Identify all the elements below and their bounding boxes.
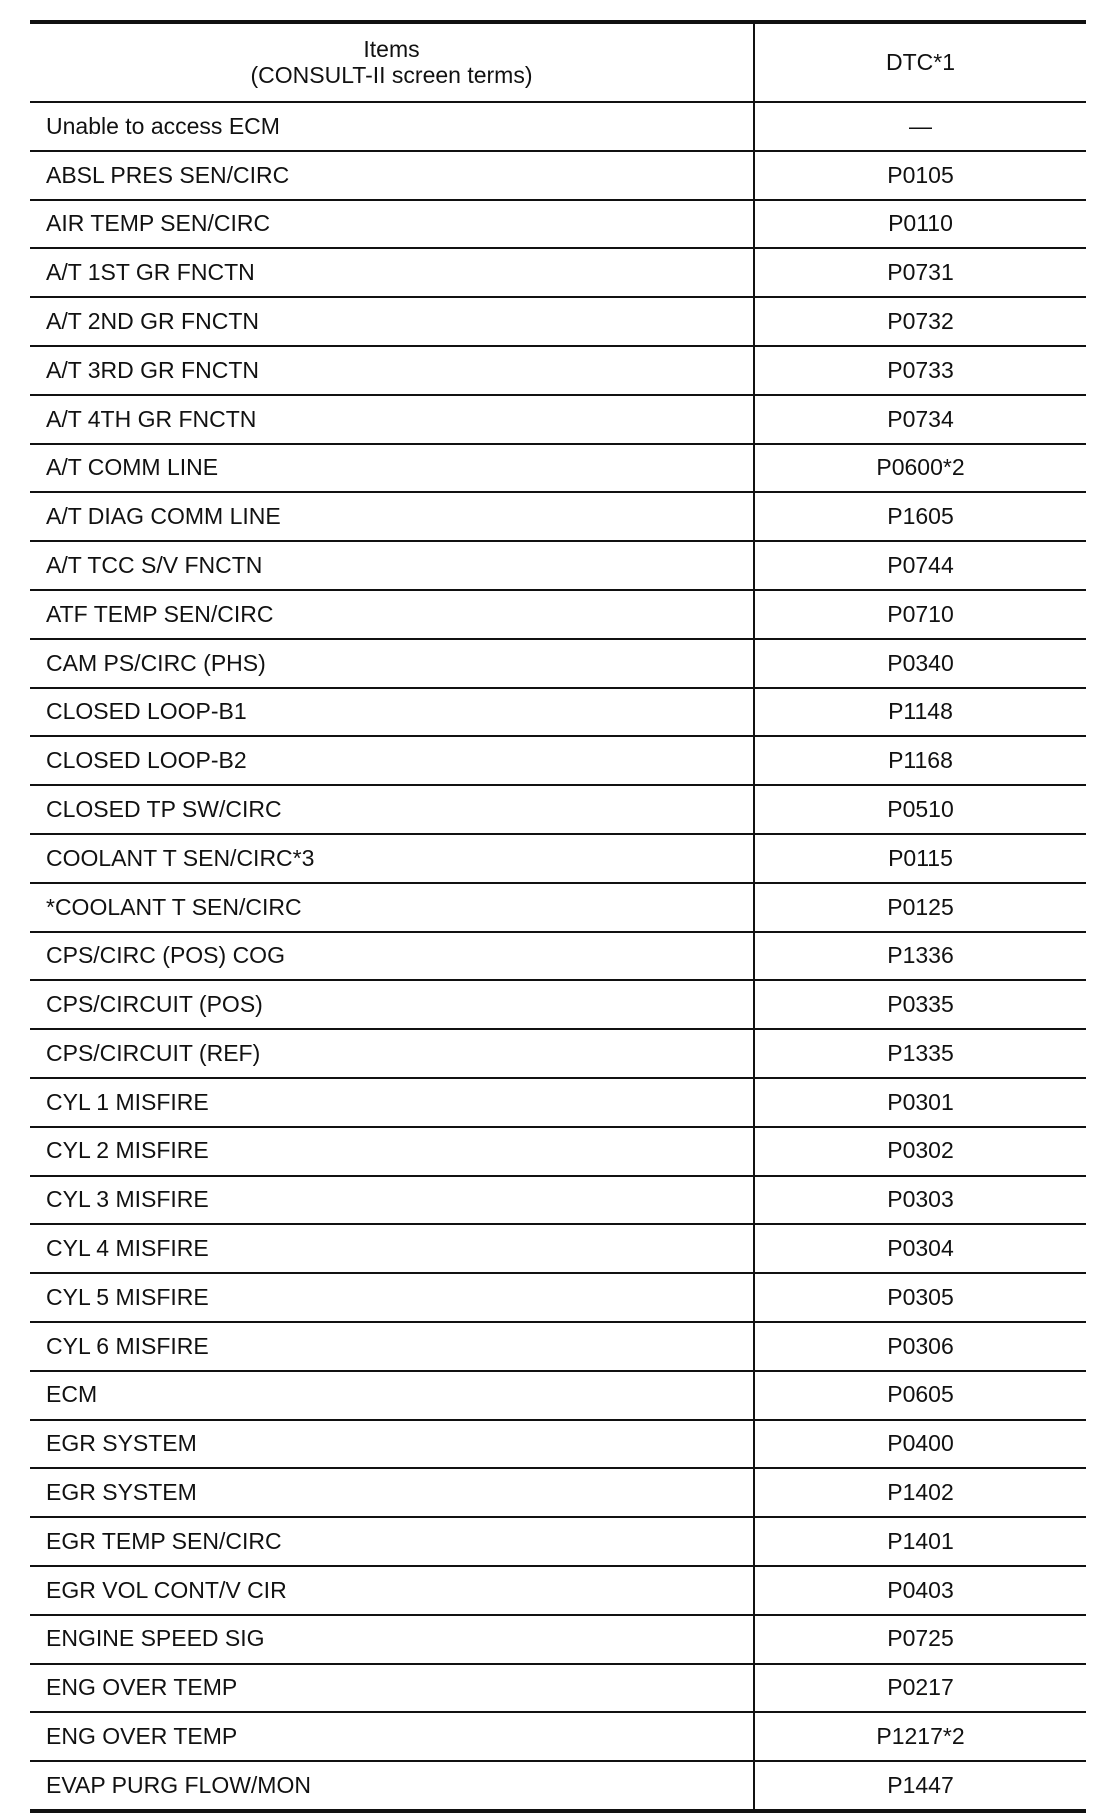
dtc-cell: P0600*2 bbox=[754, 444, 1086, 493]
table-row bbox=[30, 736, 1086, 785]
table-row bbox=[30, 151, 1086, 200]
item-cell: CYL 6 MISFIRE bbox=[30, 1322, 754, 1371]
table-row bbox=[30, 1420, 1086, 1469]
item-cell: CYL 4 MISFIRE bbox=[30, 1224, 754, 1273]
item-cell: ENGINE SPEED SIG bbox=[30, 1615, 754, 1664]
items-header-line2: (CONSULT-II screen terms) bbox=[250, 61, 533, 88]
table-row bbox=[30, 1712, 1086, 1761]
item-cell: COOLANT T SEN/CIRC*3 bbox=[30, 834, 754, 883]
dtc-cell: — bbox=[754, 102, 1086, 151]
dtc-cell: P0115 bbox=[754, 834, 1086, 883]
table-row bbox=[30, 1761, 1086, 1809]
item-cell: CPS/CIRC (POS) COG bbox=[30, 932, 754, 981]
dtc-cell: P1605 bbox=[754, 492, 1086, 541]
table-row bbox=[30, 1127, 1086, 1176]
dtc-cell: P0335 bbox=[754, 980, 1086, 1029]
table-row bbox=[30, 297, 1086, 346]
item-cell: ENG OVER TEMP bbox=[30, 1664, 754, 1713]
item-cell: CYL 1 MISFIRE bbox=[30, 1078, 754, 1127]
dtc-cell: P0301 bbox=[754, 1078, 1086, 1127]
dtc-cell: P1335 bbox=[754, 1029, 1086, 1078]
item-cell: A/T COMM LINE bbox=[30, 444, 754, 493]
dtc-cell: P0710 bbox=[754, 590, 1086, 639]
table-row bbox=[30, 248, 1086, 297]
dtc-cell: P0605 bbox=[754, 1371, 1086, 1420]
table-row bbox=[30, 639, 1086, 688]
table-row bbox=[30, 1322, 1086, 1371]
table-row bbox=[30, 1468, 1086, 1517]
dtc-cell: P0731 bbox=[754, 248, 1086, 297]
dtc-cell: P0306 bbox=[754, 1322, 1086, 1371]
table-row bbox=[30, 1078, 1086, 1127]
dtc-cell: P0303 bbox=[754, 1176, 1086, 1225]
item-cell: CPS/CIRCUIT (REF) bbox=[30, 1029, 754, 1078]
item-cell: A/T 3RD GR FNCTN bbox=[30, 346, 754, 395]
item-cell: CLOSED TP SW/CIRC bbox=[30, 785, 754, 834]
item-cell: ECM bbox=[30, 1371, 754, 1420]
item-cell: CYL 2 MISFIRE bbox=[30, 1127, 754, 1176]
table-row bbox=[30, 200, 1086, 249]
dtc-cell: P0105 bbox=[754, 151, 1086, 200]
dtc-table bbox=[30, 24, 1086, 1809]
table-row bbox=[30, 883, 1086, 932]
dtc-cell: P0302 bbox=[754, 1127, 1086, 1176]
table-row bbox=[30, 590, 1086, 639]
dtc-cell: P1401 bbox=[754, 1517, 1086, 1566]
item-cell: EVAP PURG FLOW/MON bbox=[46, 1771, 311, 1798]
table-row bbox=[30, 785, 1086, 834]
table-row bbox=[30, 1371, 1086, 1420]
table-row bbox=[30, 102, 1086, 151]
table-row bbox=[30, 1176, 1086, 1225]
table-body bbox=[30, 102, 1086, 1809]
table-row bbox=[30, 932, 1086, 981]
dtc-cell: P1447 bbox=[754, 1761, 1086, 1809]
table-row bbox=[30, 1517, 1086, 1566]
item-cell: CAM PS/CIRC (PHS) bbox=[30, 639, 754, 688]
table-row bbox=[30, 492, 1086, 541]
item-cell: CLOSED LOOP-B1 bbox=[30, 688, 754, 737]
table-row bbox=[30, 834, 1086, 883]
table-row bbox=[30, 688, 1086, 737]
table-row bbox=[30, 346, 1086, 395]
item-cell: A/T 2ND GR FNCTN bbox=[30, 297, 754, 346]
dtc-cell: P0510 bbox=[754, 785, 1086, 834]
item-cell: ENG OVER TEMP bbox=[30, 1712, 754, 1761]
item-cell: A/T 1ST GR FNCTN bbox=[30, 248, 754, 297]
dtc-cell: P0744 bbox=[754, 541, 1086, 590]
dtc-cell: P1148 bbox=[754, 688, 1086, 737]
dtc-cell: P0304 bbox=[754, 1224, 1086, 1273]
dtc-column-header: DTC*1 bbox=[754, 24, 1086, 102]
dtc-cell: P0733 bbox=[754, 346, 1086, 395]
table-row bbox=[30, 1224, 1086, 1273]
dtc-cell: P0400 bbox=[754, 1420, 1086, 1469]
item-cell: EGR VOL CONT/V CIR bbox=[30, 1566, 754, 1615]
item-cell: A/T DIAG COMM LINE bbox=[30, 492, 754, 541]
dtc-table-container bbox=[30, 20, 1086, 1813]
item-cell: Unable to access ECM bbox=[30, 102, 754, 151]
dtc-cell: P0217 bbox=[754, 1664, 1086, 1713]
table-row bbox=[30, 1273, 1086, 1322]
table-row bbox=[30, 1029, 1086, 1078]
dtc-cell: P0734 bbox=[754, 395, 1086, 444]
item-cell: A/T 4TH GR FNCTN bbox=[30, 395, 754, 444]
table-row bbox=[30, 541, 1086, 590]
items-header-line1: Items bbox=[363, 36, 420, 63]
item-cell: CLOSED LOOP-B2 bbox=[30, 736, 754, 785]
items-column-header bbox=[30, 24, 754, 102]
dtc-cell: P1402 bbox=[754, 1468, 1086, 1517]
dtc-cell: P1217*2 bbox=[754, 1712, 1086, 1761]
item-cell: ABSL PRES SEN/CIRC bbox=[30, 151, 754, 200]
table-row bbox=[30, 1664, 1086, 1713]
item-cell: EGR SYSTEM bbox=[30, 1420, 754, 1469]
dtc-cell: P0403 bbox=[754, 1566, 1086, 1615]
item-cell: CPS/CIRCUIT (POS) bbox=[30, 980, 754, 1029]
dtc-cell: P0725 bbox=[754, 1615, 1086, 1664]
dtc-cell: P0340 bbox=[754, 639, 1086, 688]
table-row bbox=[30, 395, 1086, 444]
item-cell: CYL 5 MISFIRE bbox=[30, 1273, 754, 1322]
dtc-cell: P0305 bbox=[754, 1273, 1086, 1322]
item-cell: ATF TEMP SEN/CIRC bbox=[30, 590, 754, 639]
dtc-cell: P1336 bbox=[754, 932, 1086, 981]
table-row bbox=[30, 1566, 1086, 1615]
dtc-cell: P0110 bbox=[754, 200, 1086, 249]
dtc-cell: P0732 bbox=[754, 297, 1086, 346]
dtc-cell: P1168 bbox=[754, 736, 1086, 785]
table-row bbox=[30, 1615, 1086, 1664]
table-header-row bbox=[30, 24, 1086, 102]
item-cell: A/T TCC S/V FNCTN bbox=[30, 541, 754, 590]
table-row bbox=[30, 980, 1086, 1029]
item-cell: EGR TEMP SEN/CIRC bbox=[30, 1517, 754, 1566]
item-cell: *COOLANT T SEN/CIRC bbox=[30, 883, 754, 932]
item-cell: CYL 3 MISFIRE bbox=[30, 1176, 754, 1225]
dtc-cell: P0125 bbox=[754, 883, 1086, 932]
item-cell: EGR SYSTEM bbox=[30, 1468, 754, 1517]
item-cell: AIR TEMP SEN/CIRC bbox=[30, 200, 754, 249]
table-row bbox=[30, 444, 1086, 493]
